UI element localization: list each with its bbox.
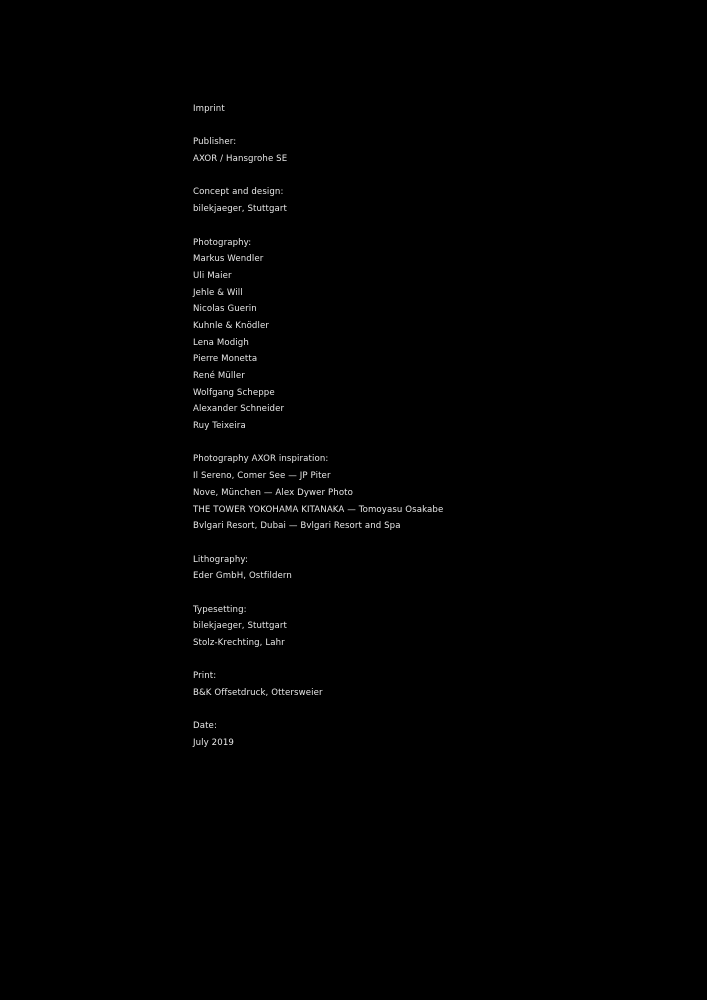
imprint-content <box>193 101 673 752</box>
concept-label: Concept and design: <box>193 187 284 198</box>
photographer-name: Ruy Teixeira <box>193 421 246 432</box>
photographer-name: Kuhnle & Knödler <box>193 320 269 331</box>
imprint-title: Imprint <box>193 104 225 114</box>
publisher-value: AXOR / Hansgrohe SE <box>193 154 288 165</box>
inspiration-entry: THE TOWER YOKOHAMA KITANAKA — Tomoyasu Osakabe <box>193 504 444 515</box>
print-value: B&K Offsetdruck, Ottersweier <box>193 688 323 699</box>
inspiration-entry: Bvlgari Resort, Dubai — Bvlgari Resort and Spa <box>193 521 401 532</box>
photographer-name: René Müller <box>193 371 245 381</box>
photographer-name: Nicolas Guerin <box>193 304 257 315</box>
spacer <box>193 585 673 602</box>
date-label: Date: <box>193 721 217 732</box>
spacer <box>193 435 673 452</box>
inspiration-label: Photography AXOR inspiration: <box>193 454 329 465</box>
photographer-name: Pierre Monetta <box>193 354 258 365</box>
photographer-name: Alexander Schneider <box>193 404 285 415</box>
lithography-value: Eder GmbH, Ostfildern <box>193 571 292 582</box>
spacer <box>193 652 673 669</box>
photography-label: Photography: <box>193 237 252 248</box>
spacer <box>193 535 673 552</box>
typesetting-value: Stolz-Krechting, Lahr <box>193 638 285 648</box>
print-label: Print: <box>193 671 217 682</box>
concept-value: bilekjaeger, Stuttgart <box>193 204 288 215</box>
inspiration-entry: Il Sereno, Comer See — JP Piter <box>193 471 331 482</box>
typesetting-value: bilekjaeger, Stuttgart <box>193 621 288 632</box>
photographer-name: Jehle & Will <box>193 287 243 298</box>
typesetting-label: Typesetting: <box>193 604 247 615</box>
spacer <box>193 218 673 235</box>
spacer <box>193 168 673 185</box>
photographer-name: Lena Modigh <box>193 337 249 348</box>
inspiration-entry: Nove, München — Alex Dywer Photo <box>193 487 354 498</box>
publisher-label: Publisher: <box>193 137 237 148</box>
spacer <box>193 702 673 719</box>
photographer-name: Markus Wendler <box>193 254 264 265</box>
photographer-name: Wolfgang Scheppe <box>193 387 275 398</box>
photographer-name: Uli Maier <box>193 270 232 281</box>
date-value: July 2019 <box>193 738 234 749</box>
lithography-label: Lithography: <box>193 554 248 565</box>
spacer <box>193 118 673 135</box>
